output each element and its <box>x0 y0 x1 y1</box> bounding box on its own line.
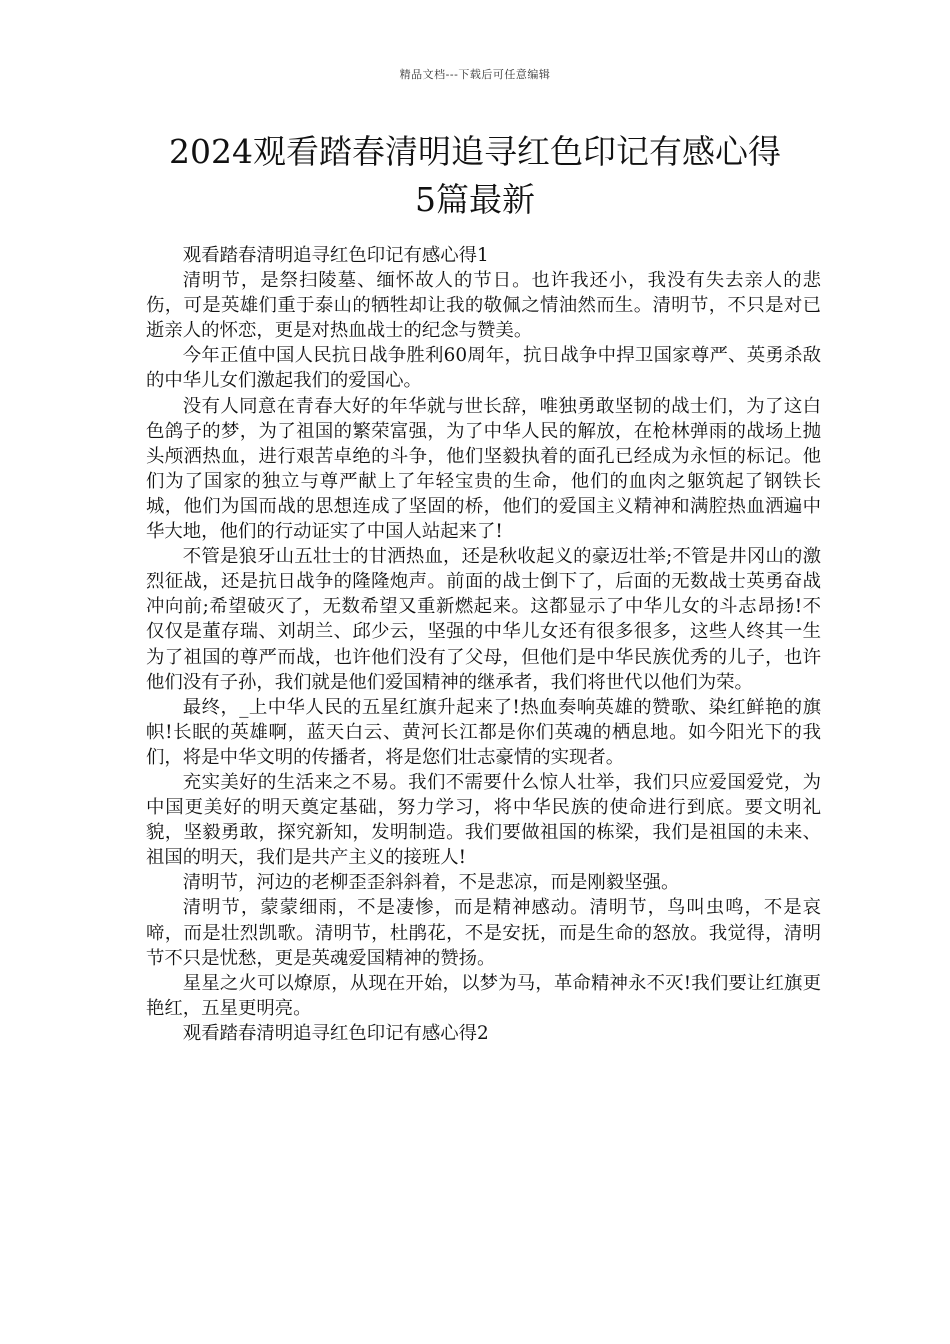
paragraph: 最终，_上中华人民的五星红旗升起来了!热血奏响英雄的赞歌、染红鲜艳的旗帜!长眠的英雄啊，蓝天白云、黄河长江都是你们英魂的栖息地。如今阳光下的我们，将是中华文明的传播者，将是您们壮志豪情的实现者。 <box>146 696 821 768</box>
paragraph: 充实美好的生活来之不易。我们不需要什么惊人壮举，我们只应爱国爱党，为中国更美好的明天奠定基础，努力学习，将中华民族的使命进行到底。要文明礼貌，坚毅勇敢，探究新知，发明制造。我们要做祖国的栋梁，我们是祖国的未来、祖国的明天，我们是共产主义的接班人! <box>146 771 821 869</box>
document-title <box>100 128 850 224</box>
document-title-line-1: 2024观看踏春清明追寻红色印记有感心得 <box>169 132 781 171</box>
section-heading: 观看踏春清明追寻红色印记有感心得1 <box>182 245 489 266</box>
paragraph: 没有人同意在青春大好的年华就与世长辞，唯独勇敢坚韧的战士们，为了这白色鸽子的梦，为了祖国的繁荣富强，为了中华人民的解放，在枪林弹雨的战场上抛头颅洒热血，进行艰苦卓绝的斗争，他们坚毅执着的面孔已经成为永恒的标记。他们为了国家的独立与尊严献上了年轻宝贵的生命，他们的血肉之躯筑起了钢铁长城，他们为国而战的思想连成了坚固的桥，他们的爱国主义精神和满腔热血洒遍中华大地，他们的行动证实了中国人站起来了! <box>146 395 821 543</box>
paragraph: 星星之火可以燎原，从现在开始，以梦为马，革命精神永不灭!我们要让红旗更艳红，五星更明亮。 <box>146 972 821 1019</box>
section-heading: 观看踏春清明追寻红色印记有感心得2 <box>182 1022 489 1044</box>
paragraph: 不管是狼牙山五壮士的甘洒热血，还是秋收起义的豪迈壮举;不管是井冈山的激烈征战，还是抗日战争的隆隆炮声。前面的战士倒下了，后面的无数战士英勇奋战冲向前;希望破灭了，无数希望又重新燃起来。这都显示了中华儿女的斗志昂扬!不仅仅是董存瑞、刘胡兰、邱少云，坚强的中华儿女还有很多很多，这些人终其一生为了祖国的尊严而战，也许他们没有了父母，但他们是中华民族优秀的儿子，也许他们没有子孙，我们就是他们爱国精神的继承者，我们将世代以他们为荣。 <box>146 546 821 693</box>
paragraph: 清明节，蒙蒙细雨，不是凄惨，而是精神感动。清明节，鸟叫虫鸣，不是哀啼，而是壮烈凯歌。清明节，杜鹃花，不是安抚，而是生命的怒放。我觉得，清明节不只是忧愁，更是英魂爱国精神的赞扬。 <box>146 897 821 969</box>
paragraph: 今年正值中国人民抗日战争胜利60周年，抗日战争中捍卫国家尊严、英勇杀敌的中华儿女们激起我们的爱国心。 <box>146 345 821 392</box>
page-header-note: 精品文档---下载后可任意编辑 <box>399 68 551 81</box>
paragraph: 清明节，河边的老柳歪歪斜斜着，不是悲凉，而是刚毅坚强。 <box>182 872 680 894</box>
document-title-line-2: 5篇最新 <box>415 180 535 219</box>
document-body <box>146 243 821 1046</box>
paragraph: 清明节，是祭扫陵墓、缅怀故人的节日。也许我还小，我没有失去亲人的悲伤，可是英雄们重于泰山的牺牲却让我的敬佩之情油然而生。清明节，不只是对已逝亲人的怀恋，更是对热血战士的纪念与赞美。 <box>146 270 821 342</box>
